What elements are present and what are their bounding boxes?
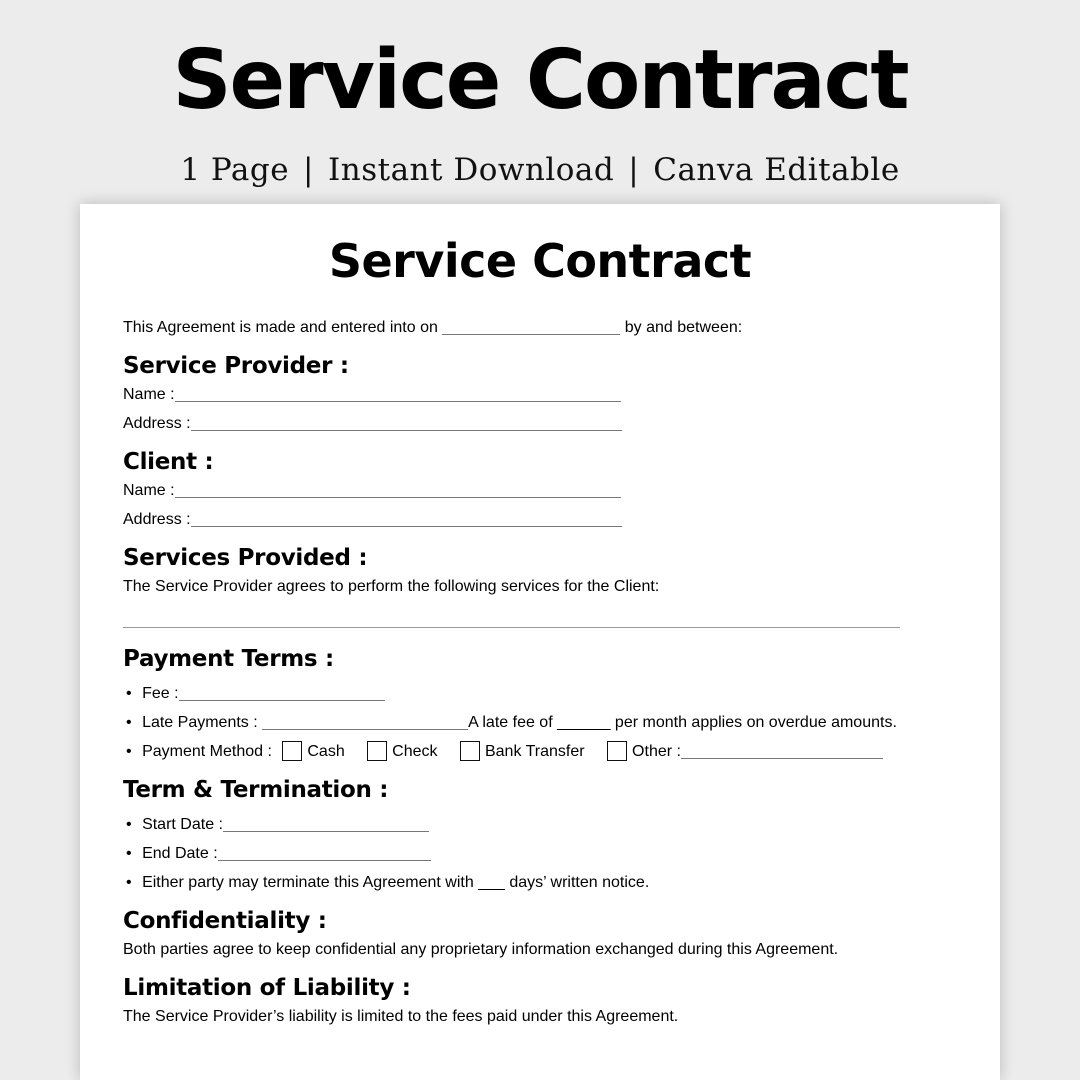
other-label: Other :: [632, 743, 681, 760]
late-payment-line: [123, 711, 913, 740]
start-date-line: [123, 813, 913, 842]
fee-field[interactable]: [179, 682, 385, 701]
subtitle-download: Instant Download: [328, 152, 615, 188]
client-address-field[interactable]: [191, 508, 622, 527]
late-fee-text: A late fee of ______ per month applies on overdue amounts.: [468, 714, 897, 731]
banner-subtitle: [0, 152, 1080, 188]
payment-method-label: Payment Method :: [142, 743, 272, 760]
subtitle-editable: Canva Editable: [653, 152, 900, 188]
other-checkbox[interactable]: [607, 741, 627, 761]
cash-checkbox[interactable]: [282, 741, 302, 761]
subtitle-separator: |: [303, 152, 314, 188]
client-name-field[interactable]: [175, 479, 621, 498]
bank-transfer-checkbox[interactable]: [460, 741, 480, 761]
term-heading: Term & Termination :: [123, 777, 389, 803]
services-field[interactable]: [123, 626, 900, 628]
notice-line: [123, 871, 913, 900]
liability-text: The Service Provider’s liability is limited to the fees paid under this Agreement.: [123, 1008, 679, 1025]
start-date-field[interactable]: [223, 813, 429, 832]
intro-text: This Agreement is made and entered into on: [123, 319, 438, 336]
bank-transfer-label: Bank Transfer: [484, 743, 585, 760]
service-provider-heading: Service Provider :: [123, 353, 349, 379]
notice-text: Either party may terminate this Agreement with ___ days’ written notice.: [142, 874, 650, 891]
provider-name-label: Name :: [123, 386, 175, 403]
confidentiality-heading: Confidentiality :: [123, 908, 327, 934]
end-date-label: End Date :: [142, 845, 218, 862]
provider-address-line: [123, 412, 913, 441]
client-address-line: [123, 508, 913, 537]
intro-line: [123, 316, 913, 345]
document-title: Service Contract: [328, 234, 752, 288]
late-payment-field[interactable]: [262, 711, 468, 730]
contract-sheet: [80, 204, 1000, 1080]
liability-heading: Limitation of Liability :: [123, 975, 411, 1001]
confidentiality-text: Both parties agree to keep confidential any proprietary information exchanged during this Agreement.: [123, 941, 839, 958]
services-heading: Services Provided :: [123, 545, 368, 571]
agreement-date-field[interactable]: [442, 316, 620, 335]
services-text: The Service Provider agrees to perform the following services for the Client:: [123, 578, 660, 595]
client-heading: Client :: [123, 449, 214, 475]
client-name-label: Name :: [123, 482, 175, 499]
other-field[interactable]: [681, 740, 883, 759]
cash-label: Cash: [307, 743, 345, 760]
provider-address-field[interactable]: [191, 412, 622, 431]
payment-method-line: [123, 740, 913, 769]
provider-name-line: [123, 383, 913, 412]
payment-heading: Payment Terms :: [123, 646, 334, 672]
provider-address-label: Address :: [123, 415, 191, 432]
intro-text-end: by and between:: [624, 319, 743, 336]
subtitle-separator: |: [628, 152, 640, 188]
client-name-line: [123, 479, 913, 508]
check-checkbox[interactable]: [367, 741, 387, 761]
end-date-line: [123, 842, 913, 871]
banner-title: Service Contract: [172, 33, 908, 128]
check-label: Check: [392, 743, 438, 760]
subtitle-pages: 1 Page: [180, 152, 290, 188]
end-date-field[interactable]: [218, 842, 431, 861]
start-date-label: Start Date :: [142, 816, 223, 833]
late-payment-label: Late Payments :: [142, 714, 258, 731]
fee-label: Fee :: [142, 685, 179, 702]
contract-content: [123, 316, 913, 1034]
client-address-label: Address :: [123, 511, 191, 528]
fee-line: [123, 682, 913, 711]
provider-name-field[interactable]: [175, 383, 621, 402]
